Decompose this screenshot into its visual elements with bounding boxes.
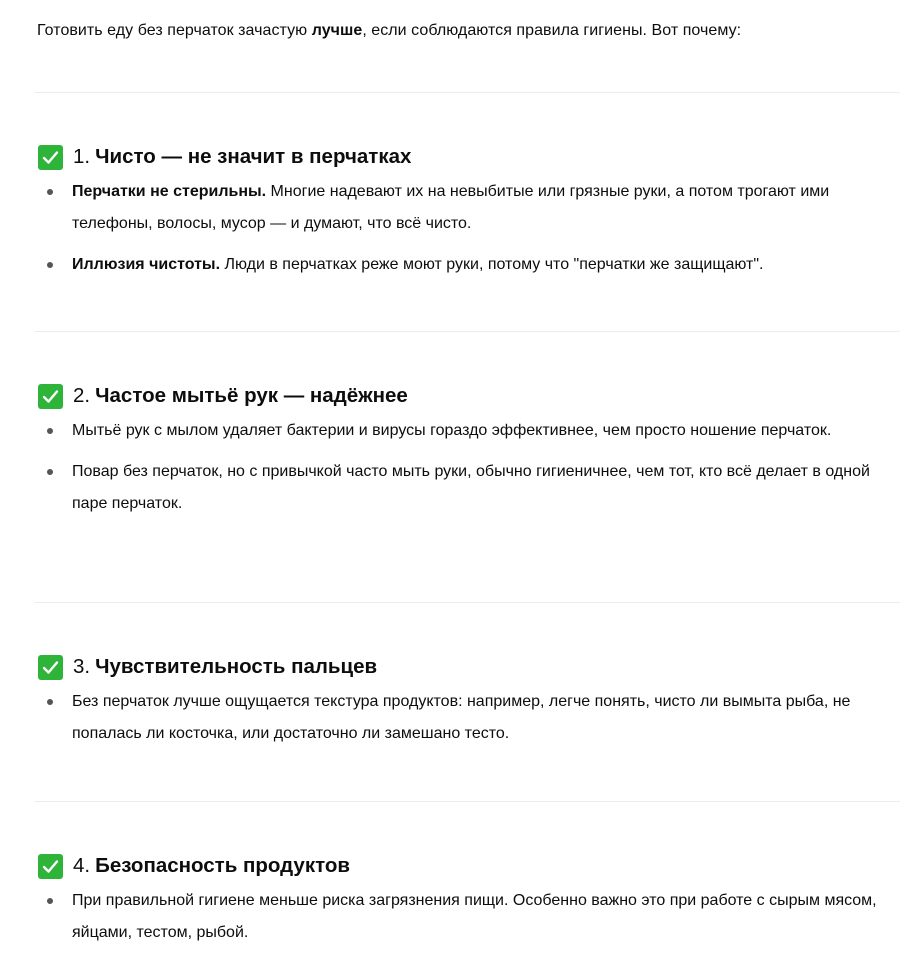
divider: [35, 801, 900, 802]
section-3: [38, 652, 898, 750]
bullet-list: [38, 885, 898, 949]
intro-paragraph: [37, 18, 741, 44]
section-4: [38, 851, 898, 949]
bullet-dot: [47, 699, 53, 705]
list-item: [38, 249, 898, 281]
section-number: 2.: [73, 384, 91, 407]
intro-text-end: , если соблюдаются правила гигиены. Вот почему:: [362, 22, 742, 39]
bullet-list: [38, 176, 898, 281]
bullet-list: [38, 686, 898, 750]
section-1: [38, 142, 898, 281]
intro-text-start: Готовить еду без перчаток зачастую: [37, 22, 312, 39]
divider: [35, 602, 900, 603]
list-item: [38, 456, 898, 520]
divider: [35, 92, 900, 93]
bullet-dot: [47, 262, 53, 268]
section-title: Чувствительность пальцев: [95, 655, 378, 678]
section-heading: [38, 142, 898, 172]
list-item: [38, 176, 898, 240]
item-text: Повар без перчаток, но с привычкой часто мыть руки, обычно гигиеничнее, чем тот, кто всё делает в одной паре перчаток.: [72, 463, 870, 512]
check-mark-icon: [38, 854, 63, 879]
list-item: [38, 885, 898, 949]
item-bold: Иллюзия чистоты.: [72, 256, 221, 273]
item-text: Мытьё рук с мылом удаляет бактерии и вирусы гораздо эффективнее, чем просто ношение перчаток.: [72, 422, 832, 439]
section-number: 3.: [73, 655, 91, 678]
section-title: Частое мытьё рук — надёжнее: [95, 384, 408, 407]
section-title: Чисто — не значит в перчатках: [95, 145, 412, 168]
item-text: Без перчаток лучше ощущается текстура продуктов: например, легче понять, чисто ли вымыта рыба, не попалась ли косточка, или достаточно ли замешано тесто.: [72, 693, 851, 742]
bullet-dot: [47, 428, 53, 434]
section-title: Безопасность продуктов: [95, 854, 350, 877]
item-text: Люди в перчатках реже моют руки, потому что "перчатки же защищают".: [220, 256, 764, 273]
section-2: [38, 381, 898, 520]
section-number: 4.: [73, 854, 91, 877]
bullet-list: [38, 415, 898, 520]
section-heading: [38, 381, 898, 411]
item-bold: Перчатки не стерильны.: [72, 183, 267, 200]
intro-emphasis: лучше: [311, 22, 363, 39]
bullet-dot: [47, 469, 53, 475]
bullet-dot: [47, 898, 53, 904]
section-heading: [38, 652, 898, 682]
section-heading: [38, 851, 898, 881]
check-mark-icon: [38, 384, 63, 409]
divider: [35, 331, 900, 332]
list-item: [38, 415, 898, 447]
section-number: 1.: [73, 145, 91, 168]
check-mark-icon: [38, 145, 63, 170]
item-text: Многие надевают их на невыбитые или грязные руки, а потом трогают ими телефоны, волосы, мусор — и думают, что всё чисто.: [72, 183, 830, 232]
list-item: [38, 686, 898, 750]
bullet-dot: [47, 189, 53, 195]
item-text: При правильной гигиене меньше риска загрязнения пищи. Особенно важно это при работе с сырым мясом, яйцами, тестом, рыбой.: [72, 892, 877, 941]
check-mark-icon: [38, 655, 63, 680]
